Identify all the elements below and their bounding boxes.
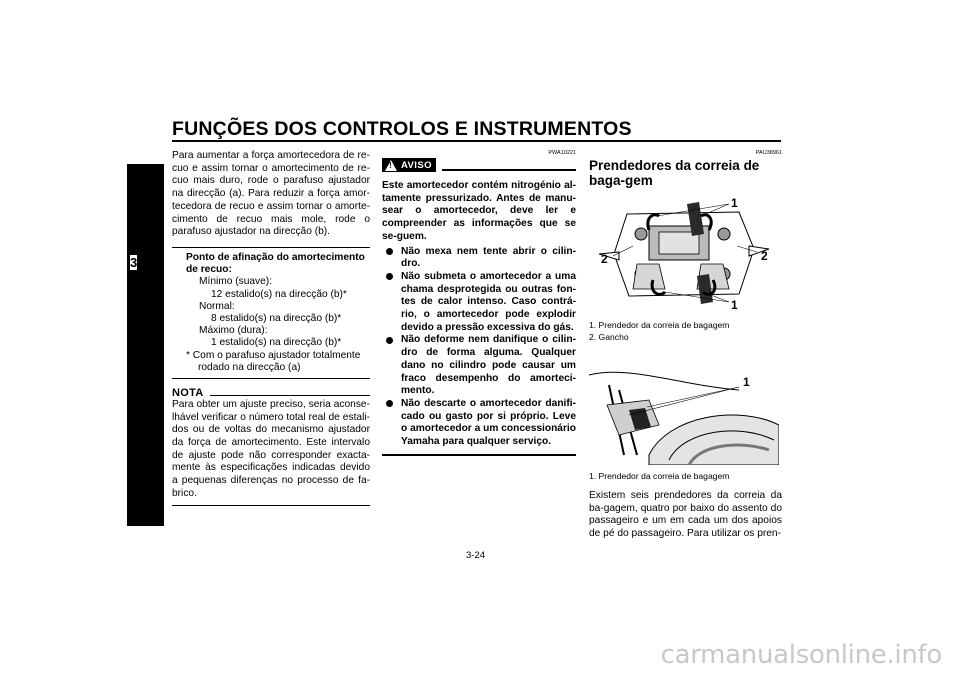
- spec-min-label: Mínimo (suave):: [199, 276, 273, 288]
- watermark: carmanualsonline.info: [660, 640, 942, 670]
- fig1-caption-2: 2. Gancho: [589, 332, 629, 342]
- section-title: Prendedores da correia de baga-gem: [589, 158, 760, 188]
- title-rule: [172, 140, 781, 142]
- nota-header: [172, 387, 370, 399]
- nota-label: NOTA: [172, 386, 204, 399]
- spec-max-value: 1 estalido(s) na direcção (b)*: [211, 337, 342, 349]
- spec-normal-value: 8 estalido(s) na direcção (b)*: [211, 312, 342, 324]
- column-left: [172, 150, 370, 506]
- nota-end-rule: [172, 505, 370, 506]
- aviso-header: [382, 158, 576, 172]
- aviso-rule: [442, 169, 576, 171]
- aviso-bullet: Não deforme nem danifique o cilin-dro de forma alguma. Qualquer dano no cilindro pode causar um fraco desempenho do amorteci-mento.: [382, 334, 576, 398]
- aviso-bullet: Não descarte o amortecedor danifi-cado ou gasto por si próprio. Leve o amortecedor a um concessionário Yamaha para qualquer serviço.: [382, 398, 576, 449]
- callout-1-bottom: 1: [731, 298, 738, 312]
- callout-2-right: 2: [761, 249, 768, 263]
- luggage-hook-footrest-illustration: [589, 355, 779, 465]
- warning-triangle-icon: !: [385, 160, 397, 171]
- aviso-label: AVISO: [401, 160, 432, 171]
- aviso-bullet-list: [382, 246, 576, 449]
- spec-normal-label: Normal:: [199, 300, 235, 312]
- column-middle: [382, 150, 576, 456]
- figure-luggage-hooks-top: [589, 194, 782, 319]
- fig2-caption-1: 1. Prendedor da correia de bagagem: [589, 471, 730, 481]
- page-number: 3-24: [466, 550, 486, 561]
- spec-footnote: * Com o parafuso ajustador totalmente rodado na direcção (a): [186, 349, 361, 373]
- nota-text: Para obter um ajuste preciso, seria aconse-lhável verificar o número total real de estali-dos ou de voltas do mecanismo ajustador da força de amortecimento. Este intervalo de ajuste pode não corresponder exacta-mente às especificações indicadas devido a pequenas diferenças no processo de fa-brico.: [172, 398, 370, 499]
- aviso-bullet: Não submeta o amortecedor a uma chama desprotegida ou outras fon-tes de calor intenso. Caso contrá-rio, o amortecedor pode explodir devido a pressão excessiva do gás.: [382, 271, 576, 335]
- chapter-tab: [127, 164, 164, 526]
- figure-luggage-hook-footrest: [589, 355, 782, 470]
- aviso-end-rule: [382, 454, 576, 456]
- section-ref-code: PAU38961: [755, 150, 782, 156]
- luggage-hooks-body: Existem seis prendedores da correia da ba-gagem, quatro por baixo do assento do passageiro e um em cada um dos apoios de pé do passageiro. Para utilizar os pren-: [589, 490, 782, 540]
- warning-ref-code: PWA10221: [548, 150, 576, 156]
- intro-paragraph: Para aumentar a força amortecedora de re-cuo e assim tornar o amortecimento de re-cuo mais duro, rode o parafuso ajustador na direcção (a). Para reduzir a força amor-tecedora de recuo e assim tornar o amorte-cimento de recuo mais mole, rode o parafuso ajustador na direcção (b).: [172, 150, 370, 238]
- chapter-number: 3: [130, 255, 138, 270]
- spec-heading: Ponto de afinação do amortecimento de recuo:: [186, 251, 365, 276]
- callout-2-left: 2: [601, 252, 608, 266]
- aviso-intro: Este amortecedor contém nitrogénio al-tamente pressurizado. Antes de manu-sear o amortecedor, deve ler e compreender as informações que se se-guem.: [382, 180, 576, 242]
- spec-box: [172, 247, 370, 379]
- page-title: FUNÇÕES DOS CONTROLOS E INSTRUMENTOS: [172, 118, 632, 140]
- spec-min-value: 12 estalido(s) na direcção (b)*: [211, 288, 347, 300]
- callout-1-footrest: 1: [743, 375, 750, 389]
- column-right: [589, 150, 782, 541]
- fig1-caption-1: 1. Prendedor da correia de bagagem: [589, 320, 730, 330]
- aviso-bullet: Não mexa nem tente abrir o cilin-dro.: [382, 246, 576, 271]
- callout-1-top: 1: [731, 196, 738, 210]
- luggage-hooks-top-illustration: [589, 194, 779, 314]
- nota-rule: [210, 395, 370, 396]
- aviso-badge: [382, 158, 436, 172]
- spec-max-label: Máximo (dura):: [199, 325, 268, 337]
